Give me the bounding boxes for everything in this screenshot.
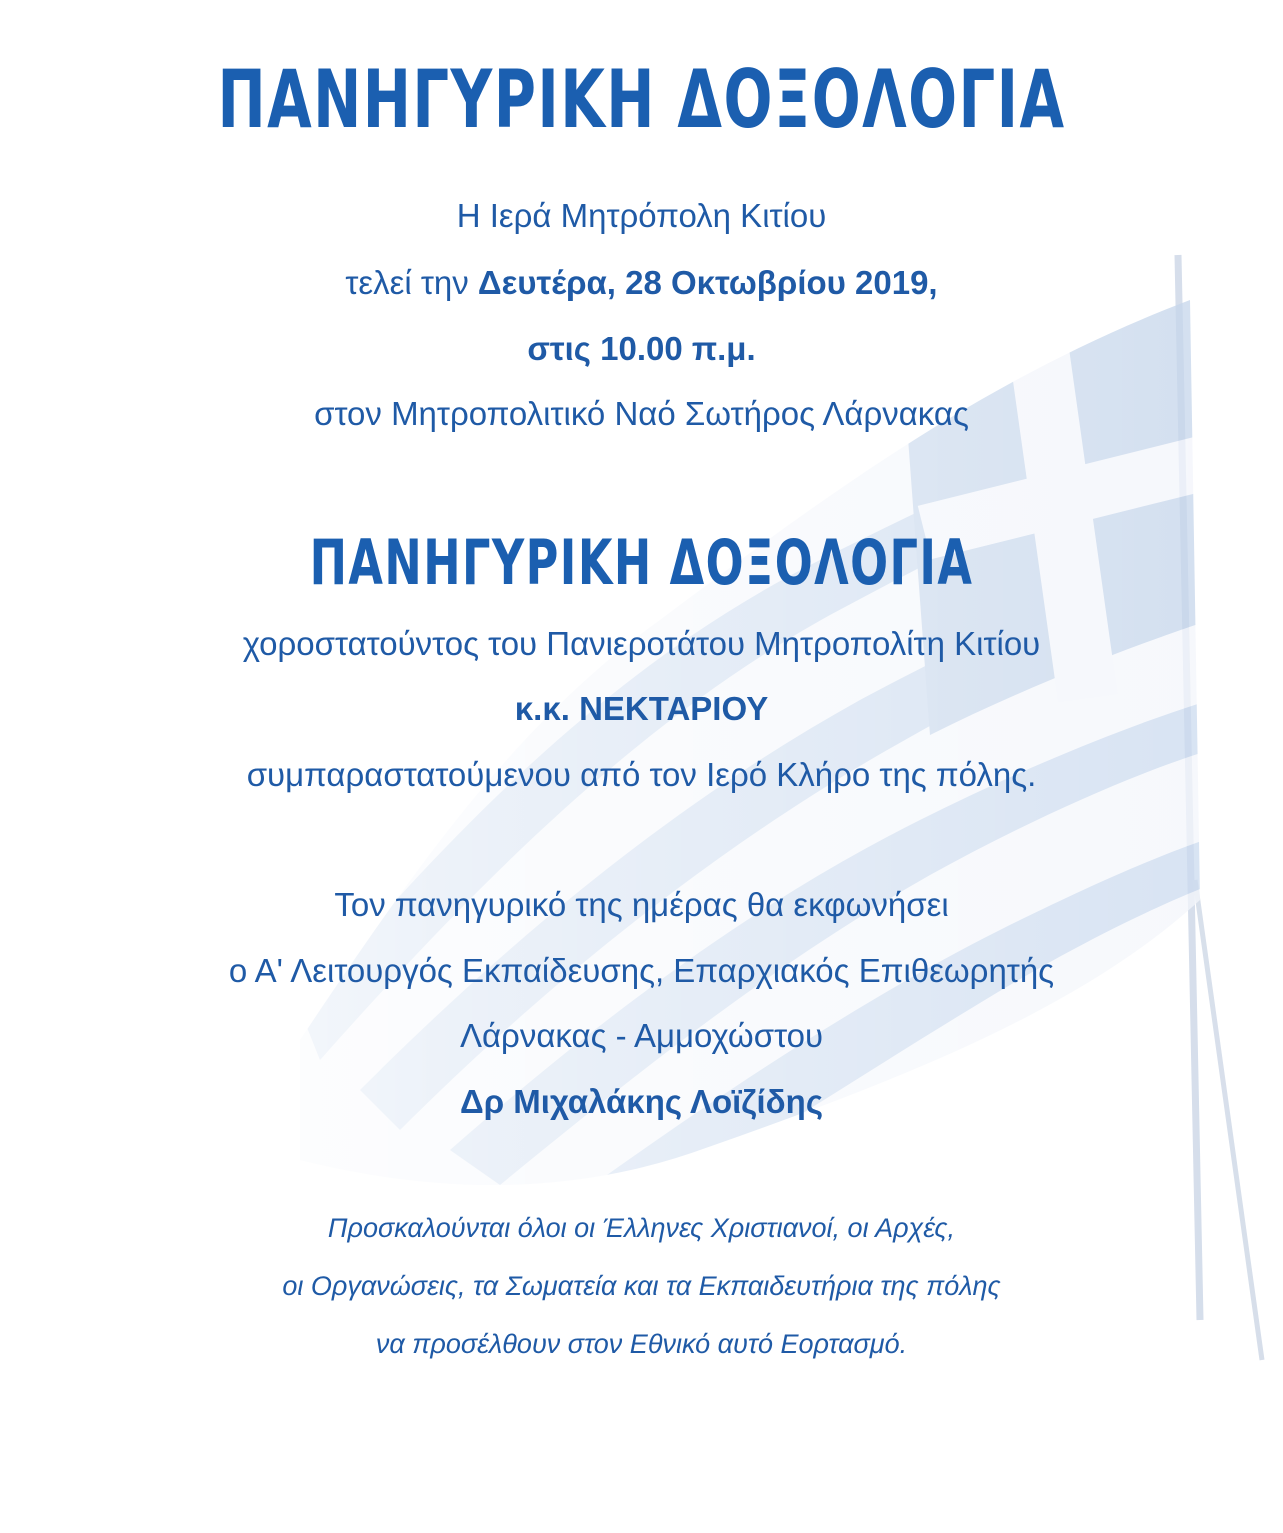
event-date: Δευτέρα, 28 Οκτωβρίου 2019, [477,264,938,301]
event-venue: στον Μητροπολιτικό Ναό Σωτήρος Λάρνακας [314,395,969,432]
speaker-line-1: Τον πανηγυρικό της ημέρας θα εκφωνήσει [334,886,949,923]
invitation-line-3: να προσέλθουν στον Εθνικό αυτό Εορτασμό. [375,1329,908,1359]
section-title: ΠΑΝΗΓΥΡΙΚΗ ΔΟΞΟΛΟΓΙΑ [309,526,974,599]
metropolitan-name: κ.κ. ΝΕΚΤΑΡΙΟΥ [514,690,769,727]
intro-prefix: τελεί την [345,264,478,301]
speaker-line-2: ο Α' Λειτουργός Εκπαίδευσης, Επαρχιακός Επιθεωρητής [228,952,1055,989]
service-line-3: συμπαραστατούμενου από τον Ιερό Κλήρο της πόλης. [246,756,1037,793]
service-line-1: χοροστατούντος του Πανιεροτάτου Μητροπολίτη Κιτίου [242,625,1041,662]
invitation-line-2: οι Οργανώσεις, τα Σωματεία και τα Εκπαιδευτήρια της πόλης [282,1271,1001,1301]
event-time: στις 10.00 π.μ. [527,330,756,367]
intro-line-1: Η Ιερά Μητρόπολη Κιτίου [456,197,827,234]
page-title: ΠΑΝΗΓΥΡΙΚΗ ΔΟΞΟΛΟΓΙΑ [217,53,1066,146]
speaker-name: Δρ Μιχαλάκης Λοϊζίδης [460,1083,823,1120]
intro-line-2 [0,263,1283,303]
invitation-line-1: Προσκαλούνται όλοι οι Έλληνες Χριστιανοί, οι Αρχές, [327,1213,956,1243]
speaker-line-3: Λάρνακας - Αμμοχώστου [459,1017,824,1054]
